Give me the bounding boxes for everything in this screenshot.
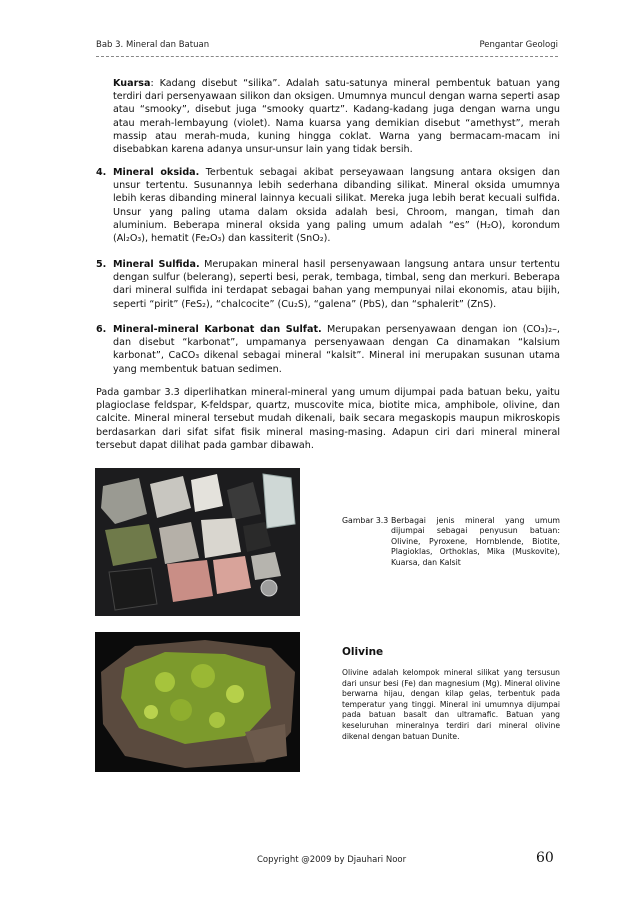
item-number: 4. <box>96 167 107 178</box>
item-mineral-oksida <box>96 166 560 245</box>
item-text: Merupakan persenyawaan dengan ion (CO₃)₂–, dan disebut “karbonat”, umpamanya persenyawaan dengan Ca dinamakan “kalsium karbonat”, CaCO₃ dikenal sebagai mineral “kalsit”. Mineral ini merupakan susunan utama yang membentuk batuan sedimen. <box>113 324 560 375</box>
item-number: 6. <box>96 324 107 335</box>
figure-caption-text: Berbagai jenis mineral yang umum dijumpai sebagai penyusun batuan: Olivine, Pyroxene, Hornblende, Biotite, Plagioklas, Orthoklas, Mika (Muskovite), Kuarsa, dan Kalsit <box>391 516 560 567</box>
olivine-title: Olivine <box>342 646 384 658</box>
page-header <box>96 40 558 50</box>
item-text: Terbentuk sebagai akibat perseyawaan langsung antara oksigen dan unsur tertentu. Susunannya lebih sederhana dibanding silikat. Mineral oksida umumnya lebih keras dibanding mineral lainnya kecuali silikat. Mereka juga lebih berat kecuali sulfida. Unsur yang paling utama dalam oksida adalah besi, Chroom, mangan, timah dan aluminium. Beberapa mineral oksida yang paling umum adalah “es” (H₂O), korondum (Al₂O₃), hematit (Fe₂O₃) dan kassiterit (SnO₂). <box>113 167 560 245</box>
header-book-title: Pengantar Geologi <box>479 40 558 50</box>
header-rule <box>96 56 558 57</box>
kuarsa-text: : Kadang disebut “silika”. Adalah satu-satunya mineral pembentuk batuan yang terdiri dari persenyawaan silikon dan oksigen. Umumnya muncul dengan warna seperti asap atau “smooky”, disebut juga “smooky quartz”. Kadang-kadang juga dengan warna ungu atau merah-lembayung (violet). Nama kuarsa yang demikian disebut “amethyst”, merah massip atau merah-muda, kuning hingga coklat. Warna yang bermacam-macam ini disebabkan karena adanya unsur-unsur lain yang tidak bersih. <box>113 78 560 156</box>
intro-paragraph: Pada gambar 3.3 diperlihatkan mineral-mineral yang umum dijumpai pada batuan beku, yaitu plagioclase feldspar, K-feldspar, quartz, muscovite mica, biotite mica, amphibole, olivine, dan calcite. Mineral mineral tersebut mudah dikenali, baik secara megaskopis maupun mikroskopis berdasarkan dari sifat sifat fisik mineral masing-masing. Adapun ciri dari mineral mineral tersebut dapat dilihat pada gambar dibawah. <box>96 387 560 451</box>
olivine-description: Olivine adalah kelompok mineral silikat yang tersusun dari unsur besi (Fe) dan magnesium (Mg). Mineral olivine berwarna hijau, dengan kilap gelas, terbentuk pada temperatur yang tinggi. Mineral ini umumnya dijumpai pada batuan basalt dan ultramafic. Batuan yang keseluruhan mineralnya terdiri dari mineral olivine dikenal dengan batuan Dunite. <box>342 668 560 741</box>
copyright-footer: Copyright @2009 by Djauhari Noor <box>257 855 407 865</box>
item-mineral-sulfida <box>96 258 560 311</box>
header-chapter: Bab 3. Mineral dan Batuan <box>96 40 210 50</box>
minerals-illustration <box>95 468 300 616</box>
figure-label: Gambar 3.3 <box>342 516 389 525</box>
minerals-photo <box>95 468 300 616</box>
kuarsa-paragraph <box>96 77 560 156</box>
item-number: 5. <box>96 259 107 270</box>
page-number: 60 <box>536 850 554 866</box>
olivine-photo <box>95 632 300 772</box>
olivine-illustration <box>95 632 300 772</box>
item-text: Merupakan mineral hasil persenyawaan langsung antara unsur tertentu dengan sulfur (belerang), seperti besi, perak, tembaga, timbal, seng dan merkuri. Beberapa dari mineral sulfida ini terdapat sebagai bahan yang mempunyai nilai ekonomis, atau bijih, seperti “pirit” (FeS₂), “chalcocite” (Cu₂S), “galena” (PbS), dan “sphalerit” (ZnS). <box>113 259 560 310</box>
item-title: Mineral oksida. <box>113 167 200 178</box>
item-title: Mineral-mineral Karbonat dan Sulfat. <box>113 324 322 335</box>
item-title: Mineral Sulfida. <box>113 259 200 270</box>
item-karbonat-sulfat <box>96 323 560 376</box>
kuarsa-term: Kuarsa <box>113 78 151 89</box>
figure-caption <box>342 516 560 568</box>
